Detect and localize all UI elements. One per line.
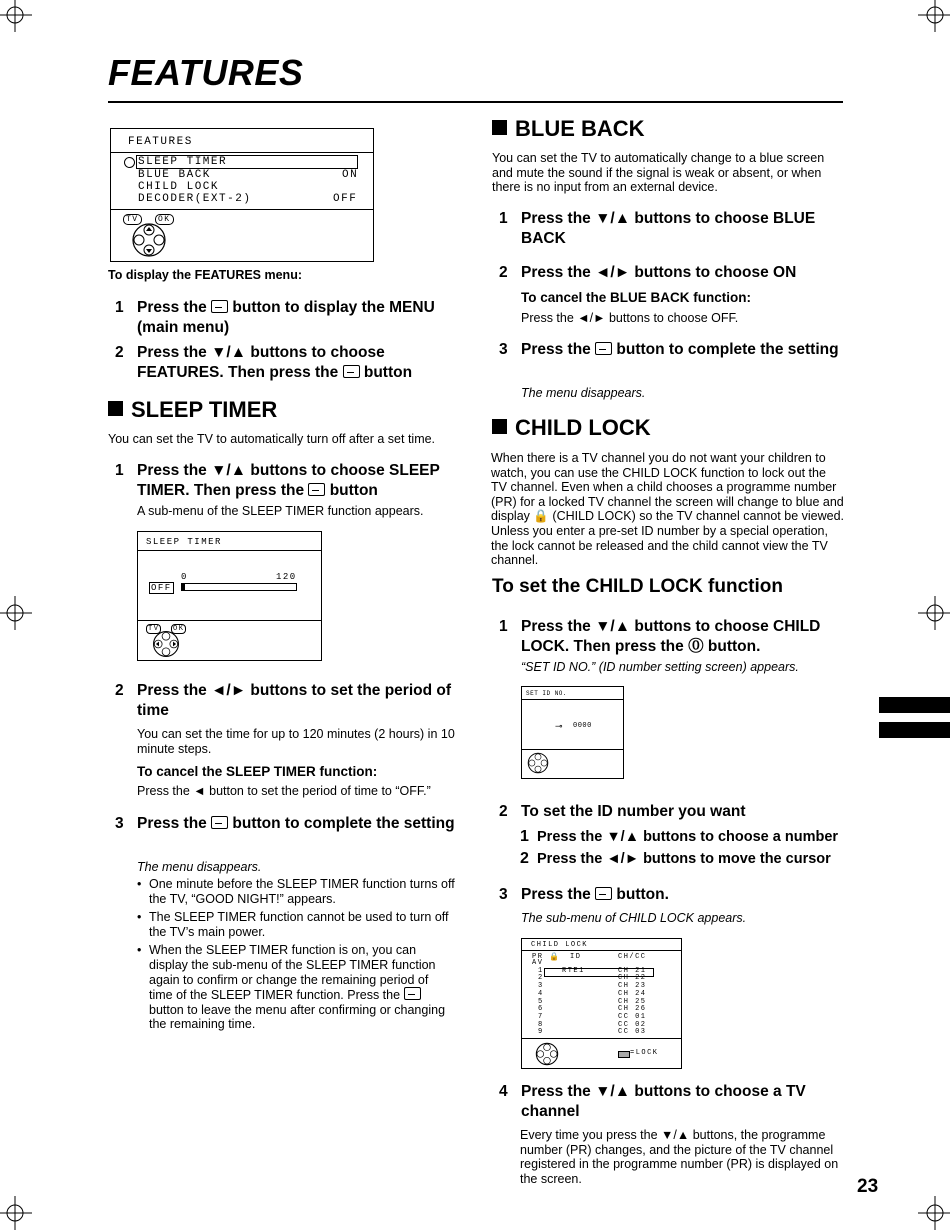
registration-mark bbox=[918, 0, 950, 32]
key-icon: ⊸ bbox=[555, 721, 563, 731]
lock-step-4-note: Every time you press the ▼/▲ buttons, the programme number (PR) changes, and the picture of the TV channel registered in the programme number (PR) is displayed on the screen. bbox=[520, 1128, 839, 1186]
title-rule bbox=[108, 101, 843, 103]
child-lock-screen bbox=[521, 938, 682, 1069]
row-pr: 4 bbox=[538, 989, 544, 998]
sleep-step-2: 2 Press the ◄/► buttons to set the period of time bbox=[115, 682, 452, 719]
sleep-step-1: 1 Press the ▼/▲ buttons to choose SLEEP TIMER. Then press the button bbox=[115, 462, 440, 499]
sleep-step-1-note: A sub-menu of the SLEEP TIMER function appears. bbox=[137, 504, 424, 518]
row-pr: 8 bbox=[538, 1020, 544, 1029]
page-number: 23 bbox=[857, 1176, 879, 1197]
blue-cancel-heading: To cancel the BLUE BACK function: bbox=[521, 290, 752, 305]
tv-key-icon: TV bbox=[148, 625, 160, 633]
lock-step-3: 3 Press the button. bbox=[499, 886, 669, 903]
row-ch: CH 26 bbox=[618, 1005, 647, 1014]
lock-step-3-note: The sub-menu of CHILD LOCK appears. bbox=[521, 911, 747, 925]
display-step-1: 1 Press the button to display the MENU (main menu) bbox=[115, 299, 435, 336]
row-ch: CH 23 bbox=[618, 982, 647, 991]
list-item: • The SLEEP TIMER function cannot be used to turn off the TV’s main power. bbox=[137, 910, 455, 939]
sleep-timer-heading: SLEEP TIMER bbox=[108, 397, 277, 423]
screen-divider bbox=[138, 550, 321, 551]
registration-mark bbox=[918, 1196, 950, 1230]
sleep-notes-list bbox=[137, 877, 455, 1036]
screen-header: FEATURES bbox=[128, 136, 193, 148]
lock-step-2-1: 1 Press the ▼/▲ buttons to choose a number bbox=[520, 828, 839, 845]
display-features-heading: To display the FEATURES menu: bbox=[108, 268, 302, 282]
direction-pad-icon bbox=[527, 752, 549, 774]
list-item: • When the SLEEP TIMER function is on, you can display the sub-menu of the SLEEP TIMER function again to confirm or change the remaining period of time of the SLEEP TIMER function. Press the button to leave the menu after confirming or changing the remaining time. bbox=[137, 943, 455, 1032]
lock-swatch bbox=[618, 1051, 630, 1058]
sleep-cancel-heading: To cancel the SLEEP TIMER function: bbox=[137, 764, 378, 779]
lock-icon: 🔒 bbox=[549, 952, 559, 961]
screen-divider bbox=[522, 749, 623, 750]
features-menu-screen bbox=[110, 128, 374, 262]
sleep-cancel-text: Press the ◄ button to set the period of time to “OFF.” bbox=[137, 784, 431, 798]
display-step-2: 2 Press the ▼/▲ buttons to choose FEATURES. Then press the button bbox=[115, 344, 413, 381]
row-ch: CC 02 bbox=[618, 1020, 647, 1029]
lock-step-4: 4 Press the ▼/▲ buttons to choose a TV channel bbox=[499, 1083, 806, 1120]
menu-item-decoder: DECODER(EXT-2) bbox=[138, 193, 252, 205]
sleep-step-2-note: You can set the time for up to 120 minutes (2 hours) in 10 minute steps. bbox=[137, 727, 455, 756]
timer-bar bbox=[181, 583, 297, 591]
lock-legend: =LOCK bbox=[630, 1049, 659, 1057]
row-pr: 6 bbox=[538, 1005, 544, 1014]
row-pr: 1 bbox=[538, 966, 544, 975]
screen-divider bbox=[138, 620, 321, 621]
screen-header: SLEEP TIMER bbox=[146, 537, 222, 547]
ok-key-icon: OK bbox=[173, 625, 185, 633]
screen-divider bbox=[522, 1038, 681, 1039]
sleep-step-3-note: The menu disappears. bbox=[137, 860, 262, 874]
blue-cancel-text: Press the ◄/► buttons to choose OFF. bbox=[521, 311, 739, 325]
ok-key-icon: OK bbox=[155, 214, 174, 225]
lock-step-2-2: 2 Press the ◄/► buttons to move the cursor bbox=[520, 850, 831, 867]
ok-button-icon bbox=[595, 342, 612, 355]
row-ch: CH 22 bbox=[618, 974, 647, 983]
blue-back-intro: You can set the TV to automatically change to a blue screen and mute the sound if the signal is weak or absent, or when there is no input from an external device. bbox=[492, 151, 825, 195]
ok-button-icon bbox=[595, 887, 612, 900]
tv-key-icon: TV bbox=[123, 214, 142, 225]
blue-step-2: 2 Press the ◄/► buttons to choose ON bbox=[499, 264, 797, 281]
registration-mark bbox=[0, 0, 32, 32]
row-ch: CH 24 bbox=[618, 989, 647, 998]
range-min: 0 bbox=[181, 572, 188, 582]
cursor-icon bbox=[124, 157, 135, 168]
column-id: ID bbox=[570, 953, 582, 961]
menu-item-child-lock: CHILD LOCK bbox=[138, 181, 220, 193]
square-bullet-icon bbox=[108, 401, 123, 416]
off-indicator: OFF bbox=[151, 583, 172, 593]
row-ch: CC 03 bbox=[618, 1028, 647, 1037]
row-pr: 5 bbox=[538, 997, 544, 1006]
row-pr: 9 bbox=[538, 1028, 544, 1037]
registration-mark bbox=[0, 596, 32, 630]
row-id: RTE1 bbox=[562, 966, 585, 975]
row-ch: CH 25 bbox=[618, 997, 647, 1006]
ok-button-icon bbox=[308, 483, 325, 496]
column-pr: PR bbox=[532, 953, 544, 961]
page-title: FEATURES bbox=[108, 52, 304, 93]
sleep-timer-intro: You can set the TV to automatically turn off after a set time. bbox=[108, 432, 436, 446]
menu-item-sleep-timer: SLEEP TIMER bbox=[138, 156, 228, 168]
range-max: 120 bbox=[276, 572, 297, 582]
ok-button-icon bbox=[211, 300, 228, 313]
menu-value-decoder: OFF bbox=[333, 193, 358, 205]
ok-button-icon bbox=[343, 365, 360, 378]
screen-header: CHILD LOCK bbox=[531, 941, 589, 949]
row-ch: CC 01 bbox=[618, 1012, 647, 1021]
sleep-timer-screen bbox=[137, 531, 322, 661]
registration-mark bbox=[0, 1196, 32, 1230]
screen-divider bbox=[522, 699, 623, 700]
child-lock-heading: CHILD LOCK bbox=[492, 415, 651, 441]
lock-step-1: 1 Press the ▼/▲ buttons to choose CHILD LOCK. Then press the ⓪ button. bbox=[499, 618, 821, 655]
column-ch: CH/CC bbox=[618, 953, 647, 961]
direction-pad-icon bbox=[152, 630, 180, 658]
direction-pad-icon bbox=[535, 1042, 559, 1066]
ok-button-icon bbox=[211, 816, 228, 829]
child-lock-intro: When there is a TV channel you do not want your children to watch, you can use the CHILD LOCK function to lock out the TV channel. Even when a child chooses a programme number (PR) for a locked TV channel the screen will change to blue and display 🔒 (CHILD LOCK) so the TV channel cannot be viewed. Unless you enter a pre-set ID number by a special operation, the lock cannot be released and the child cannot view the TV channel. bbox=[491, 451, 845, 568]
row-pr: 7 bbox=[538, 1012, 544, 1021]
timer-bar-fill bbox=[182, 584, 185, 590]
direction-pad-icon bbox=[131, 222, 167, 258]
row-pr: AV bbox=[532, 959, 544, 967]
menu-item-blue-back: BLUE BACK bbox=[138, 169, 211, 181]
section-tab bbox=[879, 697, 950, 713]
lock-step-2: 2 To set the ID number you want bbox=[499, 803, 746, 820]
screen-header: SET ID NO. bbox=[526, 690, 568, 697]
row-pr: 2 bbox=[538, 974, 544, 983]
child-lock-subheading: To set the CHILD LOCK function bbox=[492, 576, 783, 597]
id-number-field: 0000 bbox=[573, 722, 592, 730]
screen-divider bbox=[111, 152, 373, 153]
blue-step-3-note: The menu disappears. bbox=[521, 386, 646, 400]
lock-step-1-note: “SET ID NO.” (ID number setting screen) appears. bbox=[521, 660, 799, 674]
row-pr: 3 bbox=[538, 982, 544, 991]
blue-step-1: 1 Press the ▼/▲ buttons to choose BLUE BACK bbox=[499, 210, 816, 247]
square-bullet-icon bbox=[492, 419, 507, 434]
blue-back-heading: BLUE BACK bbox=[492, 116, 645, 142]
blue-step-3: 3 Press the button to complete the setting bbox=[499, 341, 839, 358]
registration-mark bbox=[918, 596, 950, 630]
screen-divider bbox=[522, 950, 681, 951]
section-tab bbox=[879, 722, 950, 738]
sleep-step-3: 3 Press the button to complete the setting bbox=[115, 815, 455, 832]
list-item: • One minute before the SLEEP TIMER function turns off the TV, “GOOD NIGHT!” appears. bbox=[137, 877, 455, 906]
menu-value-blue-back: ON bbox=[342, 169, 359, 181]
square-bullet-icon bbox=[492, 120, 507, 135]
row-ch: CH 21 bbox=[618, 966, 647, 975]
ok-button-icon bbox=[404, 987, 421, 1000]
set-id-screen bbox=[521, 686, 624, 779]
screen-divider bbox=[111, 209, 373, 210]
